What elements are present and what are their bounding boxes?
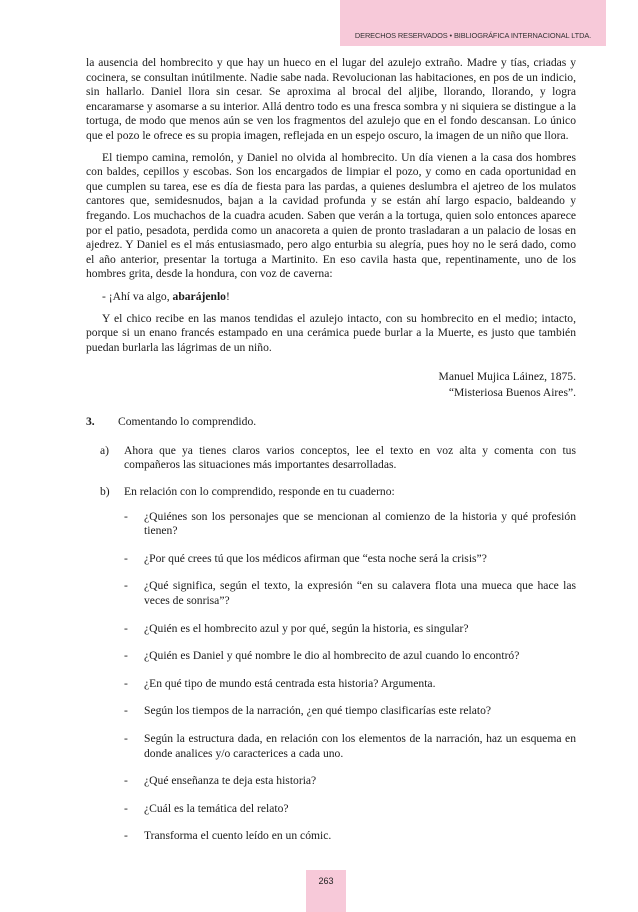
question-item — [124, 677, 576, 692]
dialogue-suffix: ! — [225, 289, 230, 303]
dash-marker: - — [124, 579, 128, 593]
question-text: ¿Qué enseñanza te deja esta historia? — [144, 774, 317, 788]
dash-marker: - — [124, 774, 128, 788]
section-title: Comentando lo comprendido. — [118, 415, 257, 429]
item-text: En relación con lo comprendido, responde en tu cuaderno: — [124, 485, 395, 499]
story-paragraph-3: Y el chico recibe en las manos tendidas el azulejo intacto, con su hombrecito en el medio; intacto, porque si un enano francés estampado en una cerámica puede burlar a la Muerte, es justo que también puedan burlarla las lágrimas de un niño. — [86, 311, 576, 354]
question-item — [124, 802, 576, 817]
activity-list — [86, 444, 576, 844]
question-text: Según la estructura dada, en relación con los elementos de la narración, haz un esquema en donde analices y/o caracterices a cada uno. — [144, 732, 576, 760]
dialogue-prefix: - ¡Ahí va algo, — [102, 289, 173, 303]
dash-marker: - — [124, 676, 128, 690]
dialogue-line — [86, 290, 576, 305]
question-text: Según los tiempos de la narración, ¿en qué tiempo clasificarías este relato? — [144, 704, 492, 718]
dash-marker: - — [124, 704, 128, 718]
question-item — [124, 829, 576, 844]
section-number: 3. — [86, 415, 95, 429]
question-item — [124, 649, 576, 664]
question-list — [124, 510, 576, 844]
question-text: ¿En qué tipo de mundo está centrada esta historia? Argumenta. — [144, 676, 436, 690]
question-text: ¿Quién es Daniel y qué nombre le dio al hombrecito de azul cuando lo encontró? — [144, 649, 520, 663]
author-line: Manuel Mujica Láinez, 1875. — [438, 370, 576, 384]
question-item — [124, 552, 576, 567]
question-text: ¿Cuál es la temática del relato? — [144, 801, 289, 815]
dash-marker: - — [124, 649, 128, 663]
activity-item — [100, 485, 576, 500]
copyright-header: DERECHOS RESERVADOS • BIBLIOGRÁFICA INTERNACIONAL LTDA. — [354, 31, 592, 40]
question-item — [124, 622, 576, 637]
story-paragraph-1: la ausencia del hombrecito y que hay un hueco en el lugar del azulejo extraño. Madre y tías, criadas y cocinera, se consultan inútilmente. Nadie sabe nada. Revolucionan las habitaciones, en pos de un indicio, sin hallarlo. Daniel llora sin cesar. Se aproxima al brocal del aljibe, llorando, llorando, y logra encaramarse y asomarse a su interior. Allá dentro todo es una fresca sombra y ni siquiera se distingue a la tortuga, de modo que menos aún se ven los fragmentos del azulejo que en el fondo descansan. Lo único que el pozo le ofrece es su propia imagen, reflejada en un espejo oscuro, la imagen de un niño que llora. — [86, 56, 576, 142]
question-text: ¿Quiénes son los personajes que se mencionan al comienzo de la historia y qué profesión tienen? — [144, 509, 576, 538]
question-item — [124, 579, 576, 608]
question-text: Transforma el cuento leído en un cómic. — [144, 829, 332, 843]
dialogue-bold-word: abarájenlo — [172, 289, 226, 303]
question-item — [124, 704, 576, 719]
question-item — [124, 510, 576, 539]
page-number: 263 — [318, 876, 334, 886]
dash-marker: - — [124, 801, 128, 815]
question-text: ¿Por qué crees tú que los médicos afirman que “esta noche será la crisis”? — [144, 551, 487, 565]
question-text: ¿Quién es el hombrecito azul y por qué, según la historia, es singular? — [144, 621, 469, 635]
dash-marker: - — [124, 509, 128, 523]
question-text: ¿Qué significa, según el texto, la expresión “en su calavera flota una mueca que hace las veces de sonrisa”? — [144, 579, 576, 608]
source-line: “Misteriosa Buenos Aires”. — [448, 386, 576, 400]
question-item — [124, 774, 576, 789]
dash-marker: - — [124, 732, 128, 745]
activity-item — [100, 444, 576, 473]
section-heading — [86, 415, 576, 430]
item-letter: b) — [100, 485, 110, 499]
question-item — [124, 732, 576, 761]
attribution — [86, 369, 576, 401]
item-letter: a) — [100, 443, 110, 457]
page-content — [86, 56, 576, 857]
dash-marker: - — [124, 621, 128, 635]
dash-marker: - — [124, 829, 128, 843]
item-text: Ahora que ya tienes claros varios conceptos, lee el texto en voz alta y comenta con tus compañeros las situaciones más importantes desarrolladas. — [124, 443, 576, 472]
story-paragraph-2: El tiempo camina, remolón, y Daniel no olvida al hombrecito. Un día vienen a la casa dos hombres con baldes, cepillos y escobas. Son los encargados de limpiar el pozo, y como en cada oportunidad en que cumplen su tarea, ese es día de fiesta para las pardas, a quienes deslumbra el ajetreo de los mulatos cantores que, semidesnudos, bajan a la cavidad profunda y se están ahí largo espacio, baldeando y fregando. Los muchachos de la cuadra acuden. Saben que verán a la tortuga, quien solo entonces aparece por el patio, pesadota, perdida como un anacoreta a quien de pronto trasladaran a un palacio de losas en ajedrez. Y Daniel es el más entusiasmado, pero algo enturbia su alegría, pues hoy no le será dado, como el año anterior, presentar la tortuga a Martinito. En eso cavila hasta que, repentinamente, uno de los hombres grita, desde la hondura, con voz de caverna: — [86, 150, 576, 281]
dash-marker: - — [124, 551, 128, 565]
